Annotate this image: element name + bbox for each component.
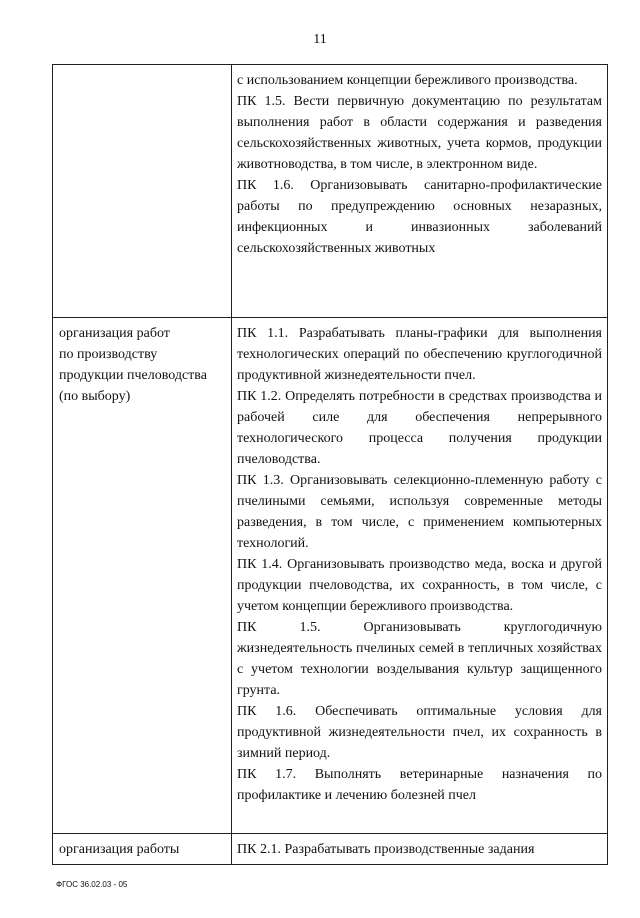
competency-text: ПК 1.5. Организовывать круглогодичную жизнедеятельность пчелиных семей в тепличных хозяйствах с учетом технологии возделывания культур защищенного грунта. <box>237 620 602 698</box>
table-row <box>53 834 608 865</box>
activity-text: организация работы <box>59 842 180 857</box>
competency-text: ПК 1.5. Вести первичную документацию по результатам выполнения работ в области содержания и разведения сельскохозяйственных животных, учета кормов, продукции животноводства, в том числе, в электронном виде. <box>237 94 602 172</box>
activity-text: организация работ <box>59 326 170 341</box>
activity-cell <box>53 318 232 834</box>
activity-text: продукции пчеловодства <box>59 368 207 383</box>
activity-text: по производству <box>59 347 158 362</box>
activity-cell <box>53 834 232 865</box>
competency-text: ПК 1.6. Обеспечивать оптимальные условия для продуктивной жизнедеятельности пчел, их сохранность в зимний период. <box>237 704 602 761</box>
activity-cell <box>53 65 232 318</box>
competencies-cell <box>232 318 608 834</box>
competencies-cell <box>232 834 608 865</box>
activity-text: (по выбору) <box>59 389 131 404</box>
competency-text: ПК 1.3. Организовывать селекционно-племенную работу с пчелиными семьями, используя современные методы разведения, в том числе, с применением компьютерных технологий. <box>237 473 602 551</box>
competency-text: ПК 1.4. Организовывать производство меда, воска и другой продукции пчеловодства, их сохранность, в том числе, с учетом концепции бережливого производства. <box>237 557 602 614</box>
competency-text: ПК 1.2. Определять потребности в средствах производства и рабочей силе для обеспечения непрерывного технологического процесса получения продукции пчеловодства. <box>237 389 602 467</box>
competency-text: с использованием концепции бережливого производства. <box>237 73 578 88</box>
competency-text: ПК 2.1. Разрабатывать производственные задания <box>237 842 535 857</box>
page-number: 11 <box>313 32 327 47</box>
table-row <box>53 65 608 318</box>
table-row <box>53 318 608 834</box>
competencies-cell <box>232 65 608 318</box>
competency-text: ПК 1.1. Разрабатывать планы-графики для выполнения технологических операций по обеспечению круглогодичной продуктивной жизнедеятельности пчел. <box>237 326 602 383</box>
document-footer: ФГОС 36.02.03 - 05 <box>56 880 128 889</box>
competency-text: ПК 1.6. Организовывать санитарно-профилактические работы по предупреждению основных незаразных, инфекционных и инвазионных заболеваний сельскохозяйственных животных <box>237 178 602 256</box>
competency-text: ПК 1.7. Выполнять ветеринарные назначения по профилактике и лечению болезней пчел <box>237 767 602 803</box>
competency-table <box>52 64 608 865</box>
